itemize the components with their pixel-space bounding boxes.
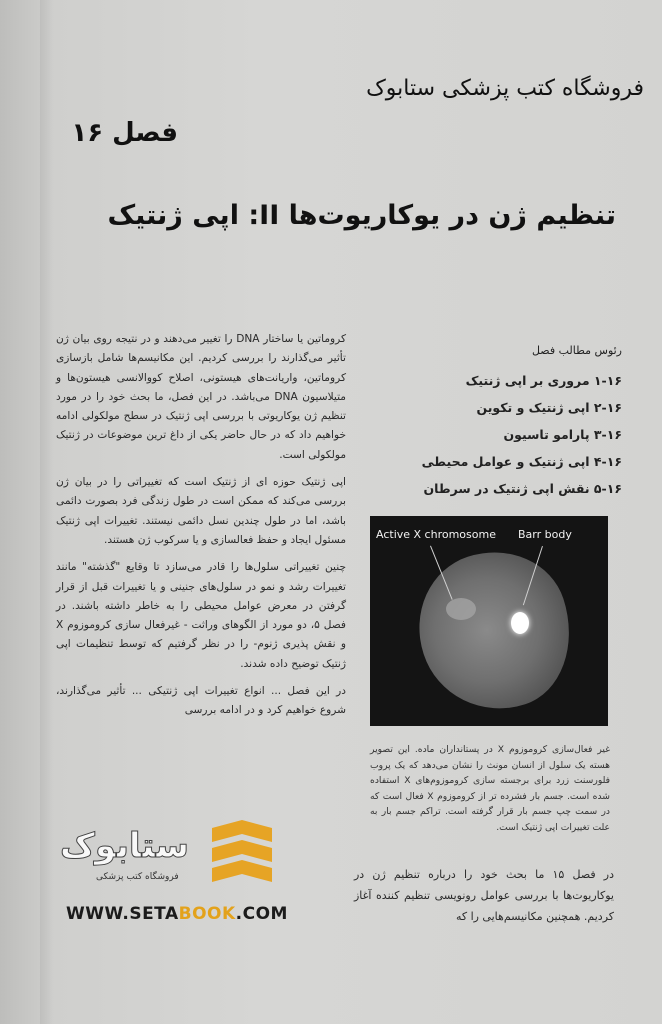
outline-heading: رئوس مطالب فصل [531,344,622,357]
chapter-outline [362,344,622,502]
outline-item: ۳-۱۶ پارامو تاسیون [503,427,622,442]
active-x-chromosome-spot [446,598,476,620]
setabook-watermark [56,820,296,930]
paragraph: اپی ژنتیک حوزه ای از ژنتیک است که تغییراتی را در بیان ژن بررسی می‌کند که ممکن است در طول زندگی فرد بصورت دائمی باشد، اما در طول چندین نسل دائمی نیستند. تغییرات اپی ژنتیک مسئول ایجاد و حفظ فعالسازی و یا سرکوب ژن هستند. [56,476,346,546]
chapter-number: فصل ۱۶ [71,118,178,148]
left-column-text [56,330,346,729]
figure-caption: غیر فعال‌سازی کروموزوم X در پستانداران ماده. این تصویر هسته یک سلول از انسان مونث را نشان می‌دهد که یک پروب فلورسنت زرد برای برجسته سازی کروموزوم‌های X استفاده شده است. جسم بار فشرده تر از کروموزوم X فعال است که در سمت چپ جسم بار قرار گرفته است. تراکم جسم بار به علت تغییرات اپی ژنتیک است. [370,744,611,833]
watermark-brand: ستابوک [60,826,189,866]
label-active-x: Active X chromosome [376,528,496,541]
setabook-logo-icon [206,820,278,886]
paragraph: کروماتین یا ساختار DNA را تغییر می‌دهند و در نتیجه روی بیان ژن تأثیر می‌گذارند را بررسی کردیم. این مکانیسم‌ها شامل بازسازی کروماتین، واریانت‌های هیستونی، اصلاح کووالانسی هیستون‌ها و متیلاسیون DNA می‌باشد. در این فصل، ما بحث خود را در مورد تنظیم ژن یوکاریوتی با بررسی اپی ژنتیک در سطح مولکولی ادامه خواهیم داد که در حال حاضر یکی از داغ ترین موضوعات در ژنتیک مولکولی است. [56,333,346,461]
paragraph: در این فصل ... انواع تغییرات اپی ژنتیکی ... تأثیر می‌گذارند، شروع خواهیم کرد و در ادامه بررسی [56,685,346,717]
chapter-title: تنظیم ژن در یوکاریوت‌ها II: اپی ژنتیک [107,200,616,231]
page-gutter-shadow [40,0,54,1024]
outline-item: ۴-۱۶ اپی ژنتیک و عوامل محیطی [421,454,622,469]
cell-nucleus [399,533,590,726]
url-part: .COM [235,904,288,924]
watermark-subtitle: فروشگاه کتب پزشکی [96,872,179,882]
barr-body-spot [511,612,529,634]
barr-body-micrograph [370,516,608,726]
url-part: WWW.SETA [66,904,179,924]
right-column-text: در فصل ۱۵ ما بحث خود را درباره تنظیم ژن در یوکاریوت‌ها با بررسی عوامل رونویسی تنظیم کننده آغاز کردیم. همچنین مکانیسم‌هایی را که [354,868,614,923]
watermark-url [66,904,288,924]
outline-item: ۲-۱۶ اپی ژنتیک و تکوین [476,400,622,415]
outline-item: ۱-۱۶ مروری بر اپی ژنتیک [465,373,622,388]
url-highlight: BOOK [178,904,236,924]
paragraph: چنین تغییراتی سلول‌ها را قادر می‌سازد تا وقایع "گذشته" مانند تغییرات رشد و نمو در سلول‌های جنینی و یا تغییرات قبل از قرار گرفتن در معرض عوامل محیطی را به خاطر داشته باشند. در فصل ۵، دو مورد از الگوهای وراثت - غیرفعال سازی کروموزوم X و نقش پذیری ژنوم- را در نظر گرفتیم که توسط تنظیمات اپی ژنتیک توضیح داده شدند. [56,561,346,670]
shop-header: فروشگاه کتب پزشکی ستابوک [366,76,644,101]
outline-item: ۵-۱۶ نقش اپی ژنتیک در سرطان [423,481,622,496]
label-barr-body: Barr body [518,528,572,541]
